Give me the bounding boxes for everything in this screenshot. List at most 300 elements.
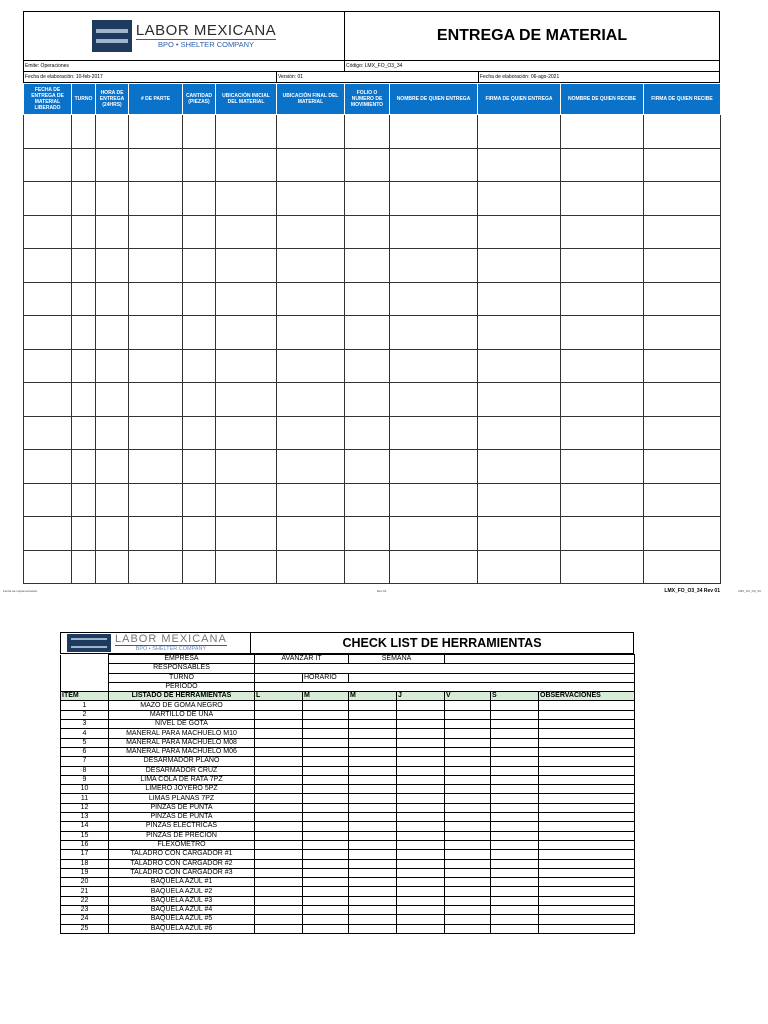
check-cell[interactable] [349,794,397,803]
check-cell[interactable] [397,868,445,877]
check-cell[interactable] [539,924,635,933]
form1-empty-cell[interactable] [72,182,96,216]
form1-empty-cell[interactable] [390,349,478,383]
form1-empty-cell[interactable] [72,115,96,149]
form1-empty-cell[interactable] [644,182,721,216]
form1-empty-cell[interactable] [561,483,644,517]
form1-empty-cell[interactable] [129,115,183,149]
form1-empty-cell[interactable] [561,383,644,417]
check-cell[interactable] [397,775,445,784]
form1-empty-cell[interactable] [216,550,277,584]
check-cell[interactable] [255,757,303,766]
check-cell[interactable] [539,701,635,710]
check-cell[interactable] [303,701,349,710]
form1-empty-cell[interactable] [72,383,96,417]
form1-empty-cell[interactable] [96,550,129,584]
check-cell[interactable] [491,822,539,831]
check-cell[interactable] [445,803,491,812]
form1-empty-cell[interactable] [644,416,721,450]
check-cell[interactable] [397,729,445,738]
check-cell[interactable] [349,822,397,831]
form1-empty-cell[interactable] [277,115,345,149]
form1-empty-cell[interactable] [644,550,721,584]
check-cell[interactable] [349,831,397,840]
check-cell[interactable] [303,729,349,738]
check-cell[interactable] [255,813,303,822]
form1-empty-cell[interactable] [96,282,129,316]
form1-empty-cell[interactable] [96,483,129,517]
form1-empty-cell[interactable] [345,483,390,517]
form1-empty-cell[interactable] [478,316,561,350]
check-cell[interactable] [255,766,303,775]
form1-empty-cell[interactable] [216,483,277,517]
check-cell[interactable] [349,738,397,747]
form1-empty-cell[interactable] [390,383,478,417]
form1-empty-cell[interactable] [478,282,561,316]
check-cell[interactable] [255,803,303,812]
form1-empty-cell[interactable] [72,416,96,450]
check-cell[interactable] [349,803,397,812]
check-cell[interactable] [303,896,349,905]
form1-empty-cell[interactable] [96,416,129,450]
check-cell[interactable] [445,775,491,784]
check-cell[interactable] [303,720,349,729]
check-cell[interactable] [445,822,491,831]
form1-empty-cell[interactable] [72,316,96,350]
form1-empty-cell[interactable] [277,148,345,182]
check-cell[interactable] [539,887,635,896]
check-cell[interactable] [303,766,349,775]
check-cell[interactable] [397,859,445,868]
form1-empty-cell[interactable] [96,215,129,249]
form1-empty-cell[interactable] [96,349,129,383]
form1-empty-cell[interactable] [129,483,183,517]
check-cell[interactable] [255,794,303,803]
form1-empty-cell[interactable] [183,416,216,450]
form1-empty-cell[interactable] [644,115,721,149]
form1-empty-cell[interactable] [561,316,644,350]
check-cell[interactable] [445,896,491,905]
form1-empty-cell[interactable] [478,383,561,417]
form1-empty-cell[interactable] [24,148,72,182]
form1-empty-cell[interactable] [72,349,96,383]
check-cell[interactable] [397,766,445,775]
check-cell[interactable] [397,850,445,859]
check-cell[interactable] [349,924,397,933]
form1-empty-cell[interactable] [216,115,277,149]
form1-empty-cell[interactable] [644,383,721,417]
check-cell[interactable] [397,915,445,924]
form1-empty-cell[interactable] [96,517,129,551]
check-cell[interactable] [445,906,491,915]
check-cell[interactable] [539,859,635,868]
check-cell[interactable] [303,757,349,766]
form1-empty-cell[interactable] [390,483,478,517]
check-cell[interactable] [491,766,539,775]
check-cell[interactable] [255,710,303,719]
check-cell[interactable] [303,785,349,794]
form1-empty-cell[interactable] [478,215,561,249]
form1-empty-cell[interactable] [561,349,644,383]
check-cell[interactable] [303,868,349,877]
form1-empty-cell[interactable] [216,383,277,417]
check-cell[interactable] [445,868,491,877]
check-cell[interactable] [255,831,303,840]
check-cell[interactable] [491,868,539,877]
check-cell[interactable] [255,785,303,794]
check-cell[interactable] [445,887,491,896]
check-cell[interactable] [397,757,445,766]
form1-empty-cell[interactable] [644,450,721,484]
check-cell[interactable] [445,850,491,859]
check-cell[interactable] [349,747,397,756]
form1-empty-cell[interactable] [345,115,390,149]
form1-empty-cell[interactable] [345,383,390,417]
check-cell[interactable] [349,766,397,775]
form1-empty-cell[interactable] [561,182,644,216]
form1-empty-cell[interactable] [24,215,72,249]
form1-empty-cell[interactable] [277,483,345,517]
check-cell[interactable] [303,803,349,812]
check-cell[interactable] [491,887,539,896]
check-cell[interactable] [491,915,539,924]
form1-empty-cell[interactable] [478,550,561,584]
form1-empty-cell[interactable] [72,282,96,316]
check-cell[interactable] [255,775,303,784]
check-cell[interactable] [303,924,349,933]
form1-empty-cell[interactable] [561,215,644,249]
form1-empty-cell[interactable] [561,148,644,182]
check-cell[interactable] [491,775,539,784]
form1-empty-cell[interactable] [24,249,72,283]
check-cell[interactable] [349,896,397,905]
check-cell[interactable] [397,803,445,812]
form1-empty-cell[interactable] [216,517,277,551]
check-cell[interactable] [349,813,397,822]
check-cell[interactable] [349,906,397,915]
check-cell[interactable] [303,859,349,868]
check-cell[interactable] [539,720,635,729]
form1-empty-cell[interactable] [183,316,216,350]
check-cell[interactable] [445,766,491,775]
check-cell[interactable] [491,710,539,719]
check-cell[interactable] [445,794,491,803]
form1-empty-cell[interactable] [183,550,216,584]
form1-empty-cell[interactable] [478,483,561,517]
form1-empty-cell[interactable] [390,550,478,584]
check-cell[interactable] [349,868,397,877]
check-cell[interactable] [397,878,445,887]
check-cell[interactable] [491,878,539,887]
check-cell[interactable] [255,906,303,915]
form1-empty-cell[interactable] [478,115,561,149]
check-cell[interactable] [303,878,349,887]
form1-empty-cell[interactable] [561,550,644,584]
form1-empty-cell[interactable] [345,282,390,316]
check-cell[interactable] [445,859,491,868]
check-cell[interactable] [303,850,349,859]
form1-empty-cell[interactable] [345,349,390,383]
check-cell[interactable] [303,813,349,822]
form1-empty-cell[interactable] [24,517,72,551]
form1-empty-cell[interactable] [183,215,216,249]
check-cell[interactable] [349,710,397,719]
form1-empty-cell[interactable] [129,550,183,584]
form1-empty-cell[interactable] [390,517,478,551]
check-cell[interactable] [445,701,491,710]
form1-empty-cell[interactable] [183,450,216,484]
check-cell[interactable] [255,747,303,756]
form1-empty-cell[interactable] [96,450,129,484]
form1-empty-cell[interactable] [390,316,478,350]
form1-empty-cell[interactable] [24,416,72,450]
check-cell[interactable] [539,813,635,822]
check-cell[interactable] [397,840,445,849]
form1-empty-cell[interactable] [183,383,216,417]
form1-empty-cell[interactable] [345,182,390,216]
check-cell[interactable] [303,840,349,849]
form1-empty-cell[interactable] [24,349,72,383]
form1-empty-cell[interactable] [390,450,478,484]
form1-empty-cell[interactable] [345,215,390,249]
form1-empty-cell[interactable] [216,450,277,484]
form1-empty-cell[interactable] [390,148,478,182]
check-cell[interactable] [349,701,397,710]
check-cell[interactable] [303,822,349,831]
form1-empty-cell[interactable] [216,416,277,450]
form1-empty-cell[interactable] [129,148,183,182]
check-cell[interactable] [349,757,397,766]
check-cell[interactable] [445,710,491,719]
form1-empty-cell[interactable] [96,148,129,182]
form1-empty-cell[interactable] [478,450,561,484]
check-cell[interactable] [491,757,539,766]
form1-empty-cell[interactable] [183,148,216,182]
check-cell[interactable] [303,710,349,719]
form1-empty-cell[interactable] [345,148,390,182]
check-cell[interactable] [303,906,349,915]
form1-empty-cell[interactable] [216,349,277,383]
form1-empty-cell[interactable] [390,416,478,450]
check-cell[interactable] [255,896,303,905]
check-cell[interactable] [255,822,303,831]
check-cell[interactable] [255,868,303,877]
form1-empty-cell[interactable] [216,182,277,216]
form1-empty-cell[interactable] [345,316,390,350]
form1-empty-cell[interactable] [96,115,129,149]
check-cell[interactable] [445,831,491,840]
check-cell[interactable] [397,822,445,831]
form1-empty-cell[interactable] [24,316,72,350]
form1-empty-cell[interactable] [24,550,72,584]
check-cell[interactable] [491,701,539,710]
check-cell[interactable] [397,906,445,915]
check-cell[interactable] [539,766,635,775]
check-cell[interactable] [491,720,539,729]
check-cell[interactable] [539,868,635,877]
form1-empty-cell[interactable] [24,115,72,149]
form1-empty-cell[interactable] [561,517,644,551]
form1-empty-cell[interactable] [216,249,277,283]
form1-empty-cell[interactable] [644,215,721,249]
form1-empty-cell[interactable] [561,416,644,450]
form1-empty-cell[interactable] [183,249,216,283]
form1-empty-cell[interactable] [24,182,72,216]
check-cell[interactable] [445,729,491,738]
check-cell[interactable] [397,710,445,719]
check-cell[interactable] [397,794,445,803]
form1-empty-cell[interactable] [390,282,478,316]
form1-empty-cell[interactable] [183,349,216,383]
form1-empty-cell[interactable] [277,316,345,350]
check-cell[interactable] [491,738,539,747]
check-cell[interactable] [491,729,539,738]
form1-empty-cell[interactable] [96,383,129,417]
check-cell[interactable] [349,878,397,887]
check-cell[interactable] [349,859,397,868]
form1-empty-cell[interactable] [390,249,478,283]
form1-empty-cell[interactable] [96,182,129,216]
check-cell[interactable] [255,720,303,729]
form1-empty-cell[interactable] [72,483,96,517]
check-cell[interactable] [539,803,635,812]
form1-empty-cell[interactable] [72,450,96,484]
check-cell[interactable] [255,878,303,887]
form1-empty-cell[interactable] [345,416,390,450]
form1-empty-cell[interactable] [96,249,129,283]
form1-empty-cell[interactable] [183,282,216,316]
check-cell[interactable] [539,785,635,794]
form1-empty-cell[interactable] [24,450,72,484]
check-cell[interactable] [539,738,635,747]
check-cell[interactable] [397,720,445,729]
check-cell[interactable] [397,887,445,896]
check-cell[interactable] [349,785,397,794]
form1-empty-cell[interactable] [216,316,277,350]
form1-empty-cell[interactable] [345,517,390,551]
check-cell[interactable] [445,878,491,887]
check-cell[interactable] [255,859,303,868]
form1-empty-cell[interactable] [277,282,345,316]
form1-empty-cell[interactable] [24,483,72,517]
check-cell[interactable] [539,794,635,803]
check-cell[interactable] [255,915,303,924]
check-cell[interactable] [349,720,397,729]
check-cell[interactable] [349,840,397,849]
check-cell[interactable] [349,775,397,784]
form1-empty-cell[interactable] [277,517,345,551]
form1-empty-cell[interactable] [96,316,129,350]
check-cell[interactable] [445,720,491,729]
form1-empty-cell[interactable] [129,215,183,249]
check-cell[interactable] [303,887,349,896]
form1-empty-cell[interactable] [277,349,345,383]
form1-empty-cell[interactable] [478,349,561,383]
form1-empty-cell[interactable] [183,182,216,216]
check-cell[interactable] [539,729,635,738]
check-cell[interactable] [397,701,445,710]
check-cell[interactable] [303,831,349,840]
form1-empty-cell[interactable] [129,416,183,450]
check-cell[interactable] [255,701,303,710]
form1-empty-cell[interactable] [277,182,345,216]
check-cell[interactable] [539,747,635,756]
form1-empty-cell[interactable] [24,383,72,417]
check-cell[interactable] [491,906,539,915]
form1-empty-cell[interactable] [277,249,345,283]
check-cell[interactable] [303,747,349,756]
check-cell[interactable] [491,831,539,840]
form1-empty-cell[interactable] [478,517,561,551]
check-cell[interactable] [255,924,303,933]
check-cell[interactable] [255,840,303,849]
check-cell[interactable] [539,831,635,840]
check-cell[interactable] [255,738,303,747]
form1-empty-cell[interactable] [277,215,345,249]
check-cell[interactable] [303,794,349,803]
form1-empty-cell[interactable] [644,148,721,182]
form1-empty-cell[interactable] [644,349,721,383]
form1-empty-cell[interactable] [345,450,390,484]
check-cell[interactable] [491,785,539,794]
check-cell[interactable] [349,729,397,738]
check-cell[interactable] [445,757,491,766]
form1-empty-cell[interactable] [129,517,183,551]
form1-empty-cell[interactable] [561,115,644,149]
form1-empty-cell[interactable] [72,249,96,283]
form1-empty-cell[interactable] [561,249,644,283]
form1-empty-cell[interactable] [644,282,721,316]
check-cell[interactable] [445,924,491,933]
check-cell[interactable] [445,747,491,756]
form1-empty-cell[interactable] [72,550,96,584]
check-cell[interactable] [445,915,491,924]
check-cell[interactable] [303,915,349,924]
form1-empty-cell[interactable] [72,148,96,182]
form1-empty-cell[interactable] [183,115,216,149]
check-cell[interactable] [539,710,635,719]
check-cell[interactable] [349,850,397,859]
check-cell[interactable] [397,785,445,794]
form1-empty-cell[interactable] [24,282,72,316]
form1-empty-cell[interactable] [129,383,183,417]
check-cell[interactable] [539,775,635,784]
check-cell[interactable] [491,859,539,868]
check-cell[interactable] [491,803,539,812]
form1-empty-cell[interactable] [345,249,390,283]
check-cell[interactable] [539,896,635,905]
form1-empty-cell[interactable] [129,182,183,216]
check-cell[interactable] [397,813,445,822]
form1-empty-cell[interactable] [129,349,183,383]
form1-empty-cell[interactable] [345,550,390,584]
check-cell[interactable] [303,775,349,784]
form1-empty-cell[interactable] [72,215,96,249]
check-cell[interactable] [491,813,539,822]
check-cell[interactable] [397,831,445,840]
form1-empty-cell[interactable] [644,249,721,283]
form1-empty-cell[interactable] [561,282,644,316]
form1-empty-cell[interactable] [478,148,561,182]
check-cell[interactable] [539,906,635,915]
form1-empty-cell[interactable] [478,182,561,216]
form1-empty-cell[interactable] [390,182,478,216]
check-cell[interactable] [491,850,539,859]
form1-empty-cell[interactable] [561,450,644,484]
form1-empty-cell[interactable] [644,517,721,551]
check-cell[interactable] [397,738,445,747]
check-cell[interactable] [445,738,491,747]
